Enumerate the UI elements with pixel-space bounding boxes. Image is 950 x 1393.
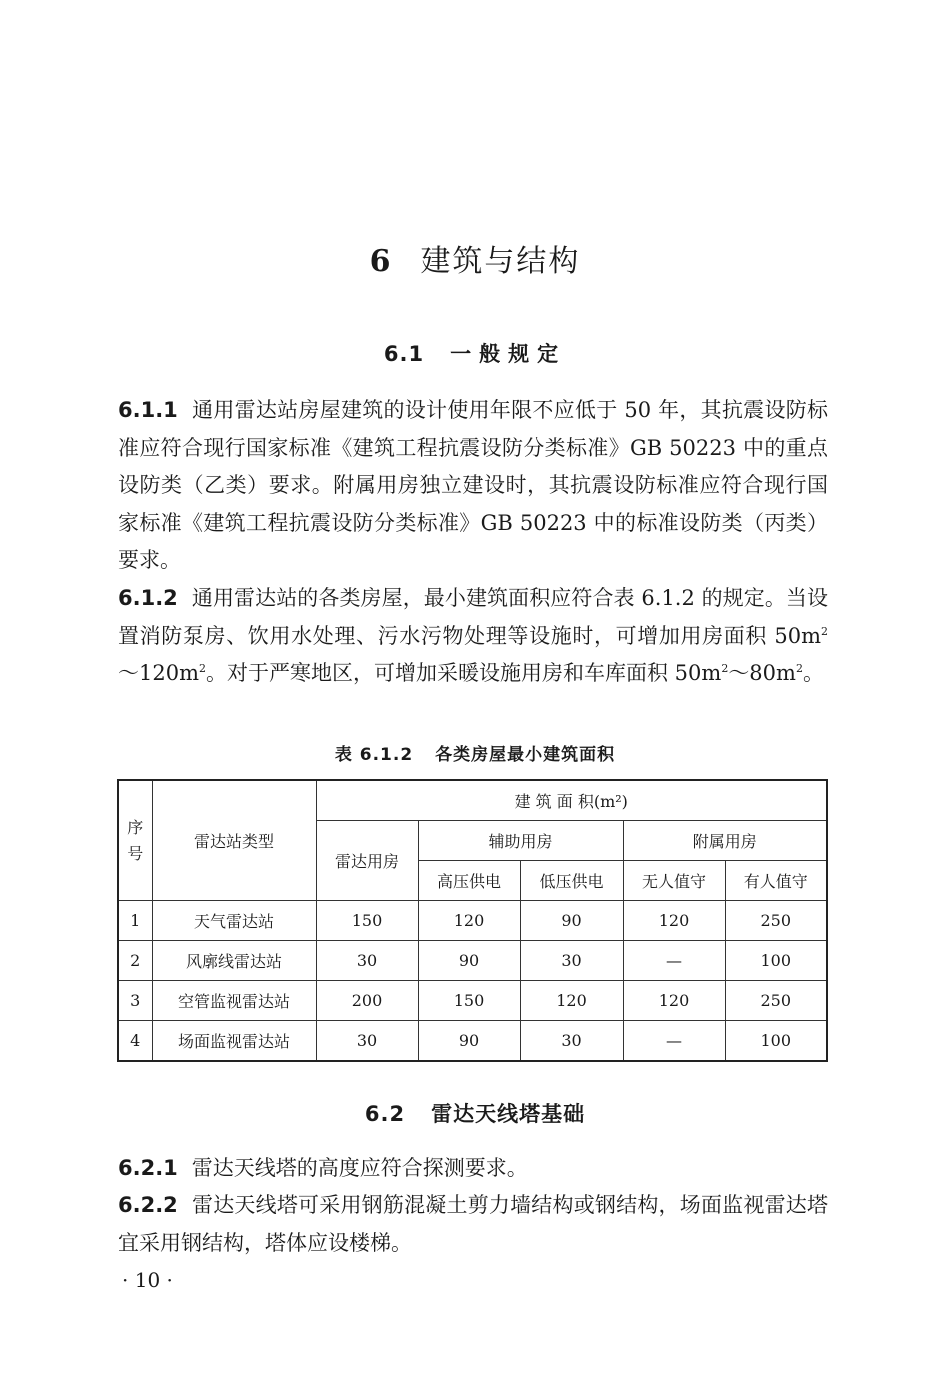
superscript: 2	[795, 662, 803, 675]
clause-6-2-2	[118, 1187, 828, 1262]
cell-seq: 2	[118, 941, 152, 981]
table-title: 各类房屋最小建筑面积	[435, 745, 616, 765]
cell-high: 150	[418, 981, 520, 1021]
header-unmanned: 无人值守	[623, 861, 725, 901]
table-caption	[0, 740, 950, 765]
clause-text-e: 。	[802, 661, 824, 685]
cell-radar: 200	[316, 981, 418, 1021]
section-title: 雷达天线塔基础	[431, 1102, 586, 1126]
cell-high: 120	[418, 901, 520, 941]
section-number: 6.1	[383, 342, 425, 366]
clause-text: 雷达天线塔的高度应符合探测要求。	[191, 1156, 528, 1180]
cell-unmanned: —	[623, 1021, 725, 1062]
header-high-voltage: 高压供电	[418, 861, 520, 901]
chapter-number: 6	[369, 244, 393, 279]
table-row	[118, 981, 827, 1021]
cell-manned: 100	[725, 941, 827, 981]
section-title: 一般规定	[450, 342, 567, 366]
cell-low: 120	[520, 981, 623, 1021]
header-low-voltage: 低压供电	[520, 861, 623, 901]
clause-6-2-1	[118, 1150, 828, 1188]
clause-number: 6.2.1	[118, 1156, 178, 1180]
cell-type: 天气雷达站	[152, 901, 316, 941]
cell-unmanned: —	[623, 941, 725, 981]
cell-manned: 100	[725, 1021, 827, 1062]
cell-unmanned: 120	[623, 981, 725, 1021]
superscript: 2	[721, 662, 729, 675]
chapter-name: 建筑与结构	[420, 244, 581, 279]
cell-unmanned: 120	[623, 901, 725, 941]
clause-text: 雷达天线塔可采用钢筋混凝土剪力墙结构或钢结构，场面监视雷达塔宜采用钢结构，塔体应设楼梯。	[118, 1193, 828, 1255]
cell-high: 90	[418, 941, 520, 981]
table-number: 表 6.1.2	[334, 745, 414, 765]
cell-low: 30	[520, 1021, 623, 1062]
cell-seq: 4	[118, 1021, 152, 1062]
cell-low: 30	[520, 941, 623, 981]
cell-seq: 3	[118, 981, 152, 1021]
section-heading-6-2	[0, 1098, 950, 1128]
cell-radar: 150	[316, 901, 418, 941]
section-number: 6.2	[364, 1102, 406, 1126]
header-area: 建 筑 面 积(m²)	[316, 780, 827, 821]
superscript: 2	[821, 624, 828, 638]
clause-text-b: ～120m	[118, 661, 199, 685]
cell-type: 场面监视雷达站	[152, 1021, 316, 1062]
table-row	[118, 901, 827, 941]
cell-radar: 30	[316, 941, 418, 981]
clause-number: 6.1.1	[118, 398, 178, 422]
cell-type: 空管监视雷达站	[152, 981, 316, 1021]
cell-high: 90	[418, 1021, 520, 1062]
header-auxiliary: 辅助用房	[418, 821, 623, 861]
cell-manned: 250	[725, 981, 827, 1021]
clause-text-a: 通用雷达站的各类房屋，最小建筑面积应符合表 6.1.2 的规定。当设置消防泵房、饮用水处理、污水污物处理等设施时，可增加用房面积 50m	[118, 586, 828, 648]
header-seq-label: 序号	[127, 817, 144, 863]
clause-number: 6.1.2	[118, 586, 178, 610]
clause-text-d: ～80m	[728, 661, 796, 685]
clause-6-1-2	[118, 580, 828, 693]
header-attached: 附属用房	[623, 821, 827, 861]
clause-text: 通用雷达站房屋建筑的设计使用年限不应低于 50 年，其抗震设防标准应符合现行国家标准《建筑工程抗震设防分类标准》GB 50223 中的重点设防类（乙类）要求。附属用房独立建设时，其抗震设防标准应符合现行国家标准《建筑工程抗震设防分类标准》GB 50223 中的标准设防类（丙类）要求。	[118, 398, 828, 572]
cell-low: 90	[520, 901, 623, 941]
clause-6-1-1	[118, 392, 828, 580]
cell-manned: 250	[725, 901, 827, 941]
cell-seq: 1	[118, 901, 152, 941]
superscript: 2	[199, 662, 206, 675]
header-radar-room: 雷达用房	[316, 821, 418, 901]
area-table	[117, 779, 828, 1062]
clause-number: 6.2.2	[118, 1193, 178, 1217]
table-row	[118, 941, 827, 981]
page-number: · 10 ·	[122, 1268, 173, 1292]
chapter-title	[0, 236, 950, 280]
section-heading-6-1	[0, 338, 950, 368]
clause-text-c: 。对于严寒地区，可增加采暖设施用房和车库面积 50m	[206, 661, 722, 685]
header-manned: 有人值守	[725, 861, 827, 901]
cell-type: 风廓线雷达站	[152, 941, 316, 981]
cell-radar: 30	[316, 1021, 418, 1062]
header-seq	[118, 780, 152, 901]
header-type: 雷达站类型	[152, 780, 316, 901]
table-row	[118, 1021, 827, 1062]
